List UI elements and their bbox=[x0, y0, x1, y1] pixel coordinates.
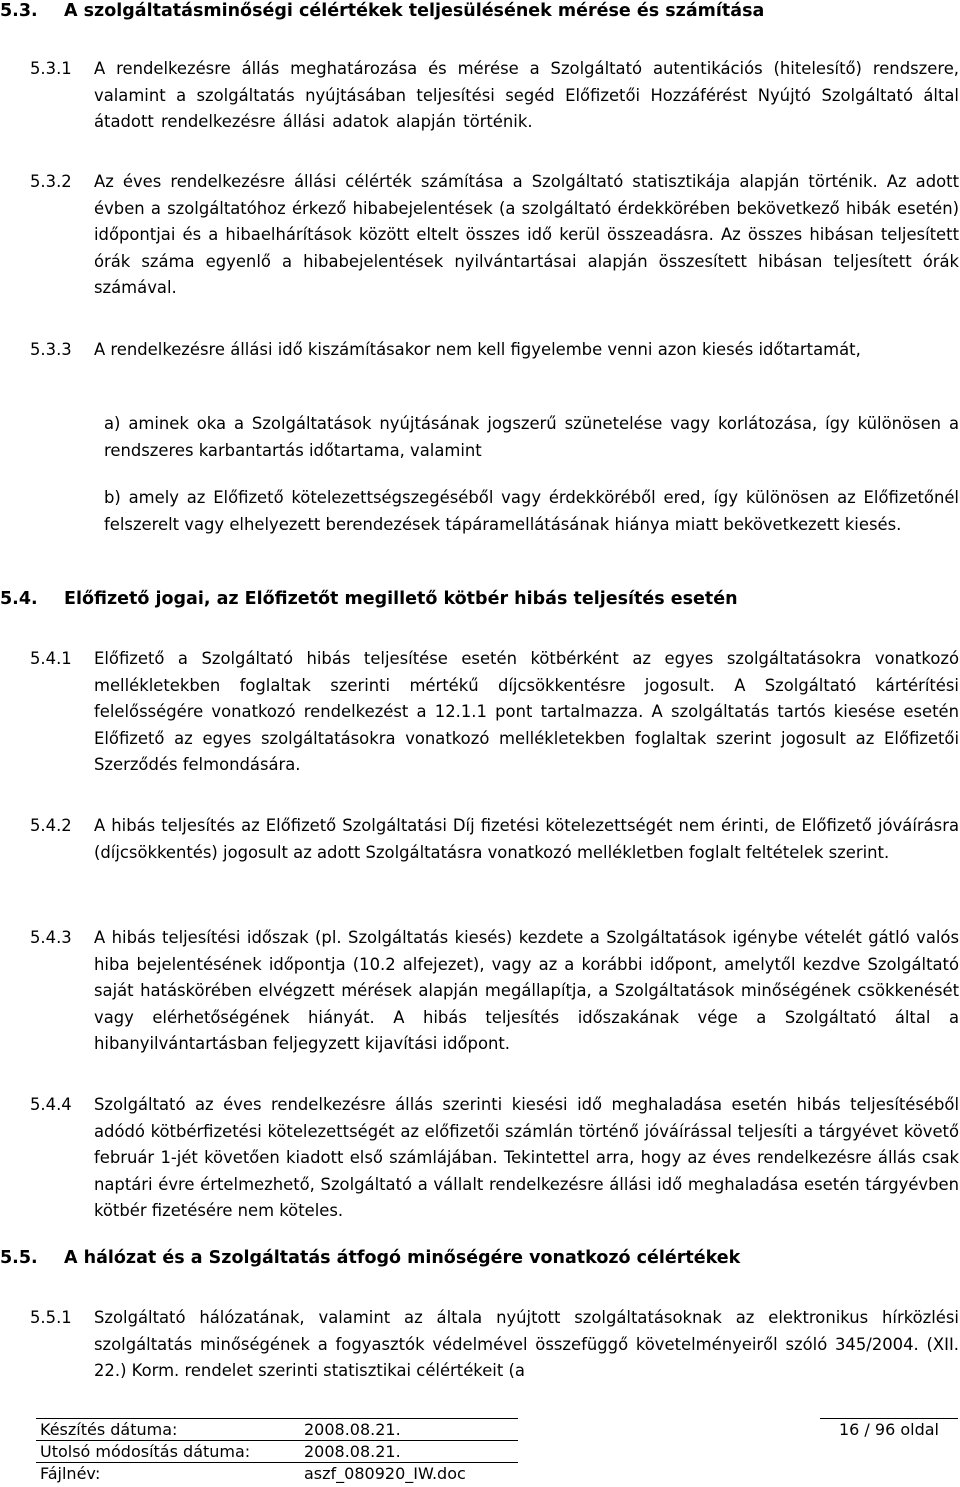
paragraph-5-4-1 bbox=[30, 646, 959, 779]
paragraph-5-3-2 bbox=[30, 169, 959, 302]
page-footer bbox=[36, 1418, 960, 1484]
paragraph-5-4-3 bbox=[30, 925, 959, 1058]
paragraph-5-3-1 bbox=[30, 56, 959, 136]
section-title: A szolgáltatásminőségi célértékek teljesülésének mérése és számítása bbox=[64, 1, 765, 21]
section-title: Előfizető jogai, az Előfizetőt megillető kötbér hibás teljesítés esetén bbox=[64, 589, 738, 609]
modified-value: 2008.08.21. bbox=[300, 1441, 518, 1463]
footer-row-file bbox=[36, 1463, 518, 1485]
section-number: 5.5. bbox=[0, 1248, 38, 1268]
section-heading-5-5 bbox=[0, 1247, 960, 1269]
paragraph-number: 5.4.1 bbox=[30, 649, 72, 668]
list-item-a bbox=[104, 411, 959, 464]
paragraph-number: 5.3.1 bbox=[30, 59, 72, 78]
file-value: aszf_080920_IW.doc bbox=[300, 1463, 518, 1485]
paragraph-text: A rendelkezésre állás meghatározása és mérése a Szolgáltató autentikációs (hitelesítő) rendszere, valamint a szolgáltatás nyújtásában teljesítési segéd Előfizetői Hozzáférést Nyújtó Szolgáltató által átadott rendelkezésre állási adatok alapján történik. bbox=[94, 59, 959, 131]
created-label: Készítés dátuma: bbox=[36, 1419, 300, 1441]
paragraph-text: A hibás teljesítési időszak (pl. Szolgáltatás kiesés) kezdete a Szolgáltatások igénybe vételét gátló valós hiba bejelentésének időpontja (10.2 alfejezet), vagy az a korábbi időpont, amelytől kezdve Szolgáltató saját hatáskörében elvégzett mérések alapján megállapítja, a Szolgáltatások minőségének csökkenését vagy elérhetőségének hiányát. A hibás teljesítés időszakának vége a Szolgáltató által a hibanyilvántartásban feljegyzett kijavítási időpont. bbox=[94, 928, 959, 1053]
paragraph-text: Az éves rendelkezésre állási célérték számítása a Szolgáltató statisztikája alapján történik. Az adott évben a szolgáltatóhoz érkező hibabejelentések (a szolgáltató érdekkörében bekövetkező hibák esetén) időpontjai és a hibaelhárítások között eltelt összes idő kerül összeadásra. Az összes hibásan teljesített órák száma egyenlő a hibabejelentések nyilvántartásai alapján összesített hibásan teljesített órák számával. bbox=[94, 172, 959, 297]
paragraph-text: Előfizető a Szolgáltató hibás teljesítése esetén kötbérként az egyes szolgáltatásokra vonatkozó mellékletekben foglaltak szerinti mértékű díjcsökkentésre jogosult. A Szolgáltató kártérítési felelősségére vonatkozó rendelkezést a 12.1.1 pont tartalmazza. A szolgáltatás tartós kiesése esetén Előfizető az egyes szolgáltatásokra vonatkozó mellékletekben foglaltak szerint jogosult az Előfizetői Szerződés felmondására. bbox=[94, 649, 959, 774]
section-heading-5-4 bbox=[0, 588, 960, 610]
paragraph-5-4-2 bbox=[30, 813, 959, 866]
paragraph-5-5-1 bbox=[30, 1305, 959, 1385]
section-number: 5.3. bbox=[0, 1, 38, 21]
paragraph-number: 5.5.1 bbox=[30, 1308, 72, 1327]
paragraph-text: A hibás teljesítés az Előfizető Szolgáltatási Díj fizetési kötelezettségét nem érinti, de Előfizető jóváírásra (díjcsökkentés) jogosult az adott Szolgáltatásra vonatkozó mellékletben foglalt feltételek szerint. bbox=[94, 816, 959, 862]
list-item-text: b) amely az Előfizető kötelezettségszegéséből vagy érdekköréből ered, így különösen az Előfizetőnél felszerelt vagy elhelyezett berendezések tápáramellátásának hiánya miatt bekövetkezett kiesés. bbox=[104, 488, 959, 534]
list-item-b bbox=[104, 485, 959, 538]
page-number: 16 / 96 oldal bbox=[820, 1418, 958, 1441]
paragraph-text: Szolgáltató hálózatának, valamint az általa nyújtott szolgáltatásoknak az elektronikus hírközlési szolgáltatás minőségének a fogyasztók védelmével összefüggő követelményeiről szóló 345/2004. (XII. 22.) Korm. rendelet szerinti statisztikai célértékeit (a bbox=[94, 1308, 959, 1380]
created-value: 2008.08.21. bbox=[300, 1419, 518, 1441]
section-heading-5-3 bbox=[0, 0, 960, 22]
list-item-text: a) aminek oka a Szolgáltatások nyújtásának jogszerű szünetelése vagy korlátozása, így különösen a rendszeres karbantartás időtartama, valamint bbox=[104, 414, 959, 460]
paragraph-text: Szolgáltató az éves rendelkezésre állás szerinti kiesési idő meghaladása esetén hibás teljesítéséből adódó kötbérfizetési kötelezettségét az előfizetői számlán történő jóváírással teljesíti a tárgyévet követő február 1-jét követően kiadott első számlájában. Tekintettel arra, hogy az éves rendelkezésre állás csak naptári évre értelmezhető, Szolgáltató a vállalt rendelkezésre állási idő meghaladása esetén tárgyévben kötbér fizetésére nem köteles. bbox=[94, 1095, 959, 1220]
paragraph-number: 5.3.2 bbox=[30, 172, 72, 191]
footer-row-modified bbox=[36, 1441, 518, 1463]
modified-label: Utolsó módosítás dátuma: bbox=[36, 1441, 300, 1463]
paragraph-5-4-4 bbox=[30, 1092, 959, 1225]
paragraph-text: A rendelkezésre állási idő kiszámításakor nem kell figyelembe venni azon kiesés időtartamát, bbox=[94, 340, 861, 359]
paragraph-number: 5.4.4 bbox=[30, 1095, 72, 1114]
section-title: A hálózat és a Szolgáltatás átfogó minőségére vonatkozó célértékek bbox=[64, 1248, 741, 1268]
paragraph-number: 5.4.2 bbox=[30, 816, 72, 835]
footer-row-created bbox=[36, 1419, 518, 1441]
paragraph-5-3-3 bbox=[30, 337, 959, 364]
footer-metadata-table bbox=[36, 1418, 518, 1484]
file-label: Fájlnév: bbox=[36, 1463, 300, 1485]
section-number: 5.4. bbox=[0, 589, 38, 609]
paragraph-number: 5.4.3 bbox=[30, 928, 72, 947]
paragraph-number: 5.3.3 bbox=[30, 340, 72, 359]
